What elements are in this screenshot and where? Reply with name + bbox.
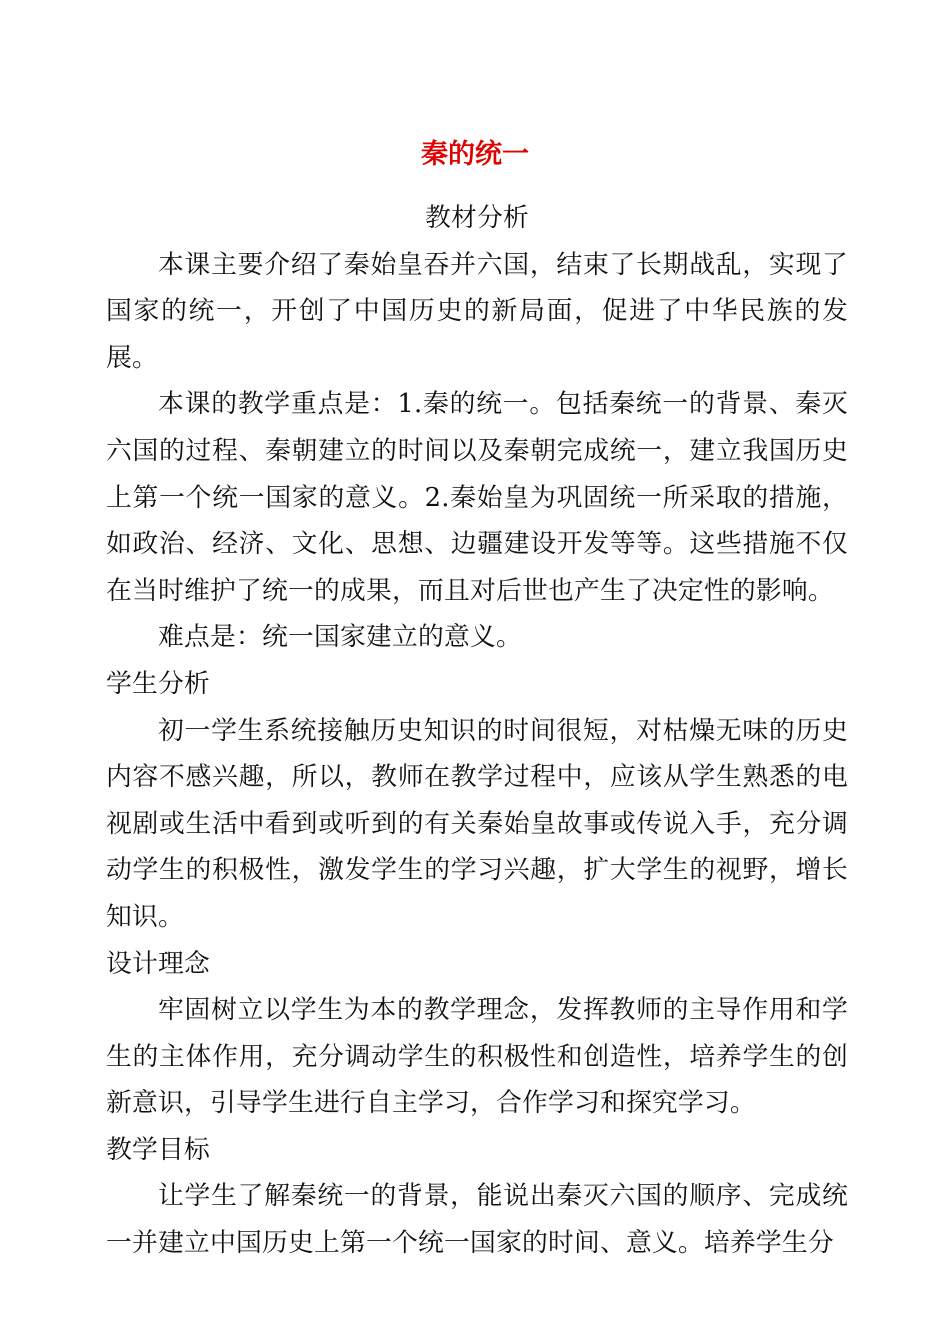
paragraph: 难点是：统一国家建立的意义。: [158, 622, 522, 653]
section-heading-teaching-goals: 教学目标: [106, 1134, 210, 1165]
section-heading-student-analysis: 学生分析: [106, 668, 210, 699]
paragraph: 让学生了解秦统一的背景，能说出秦灭六国的顺序、完成统一并建立中国历史上第一个统一国家的时间、意义。培养学生分: [106, 1181, 848, 1259]
paragraph: 初一学生系统接触历史知识的时间很短，对枯燥无味的历史内容不感兴趣，所以，教师在教学过程中，应该从学生熟悉的电视剧或生活中看到或听到的有关秦始皇故事或传说入手，充分调动学生的积极性，激发学生的学习兴趣，扩大学生的视野，增长知识。: [106, 715, 848, 932]
section-heading-textbook-analysis: 教材分析: [425, 203, 529, 233]
document-title: 秦的统一: [421, 139, 529, 170]
section-heading-design-concept: 设计理念: [106, 948, 210, 979]
document-body: [106, 195, 848, 1267]
paragraph: 牢固树立以学生为本的教学理念，发挥教师的主导作用和学生的主体作用，充分调动学生的积极性和创造性，培养学生的创新意识，引导学生进行自主学习，合作学习和探究学习。: [106, 995, 848, 1119]
paragraph: 本课的教学重点是：1.秦的统一。包括秦统一的背景、秦灭六国的过程、秦朝建立的时间以及秦朝完成统一，建立我国历史上第一个统一国家的意义。2.秦始皇为巩固统一所采取的措施，如政治、经济、文化、思想、边疆建设开发等等。这些措施不仅在当时维护了统一的成果，而且对后世也产生了决定性的影响。: [106, 389, 848, 606]
paragraph: 本课主要介绍了秦始皇吞并六国，结束了长期战乱，实现了国家的统一，开创了中国历史的新局面，促进了中华民族的发展。: [106, 249, 848, 373]
